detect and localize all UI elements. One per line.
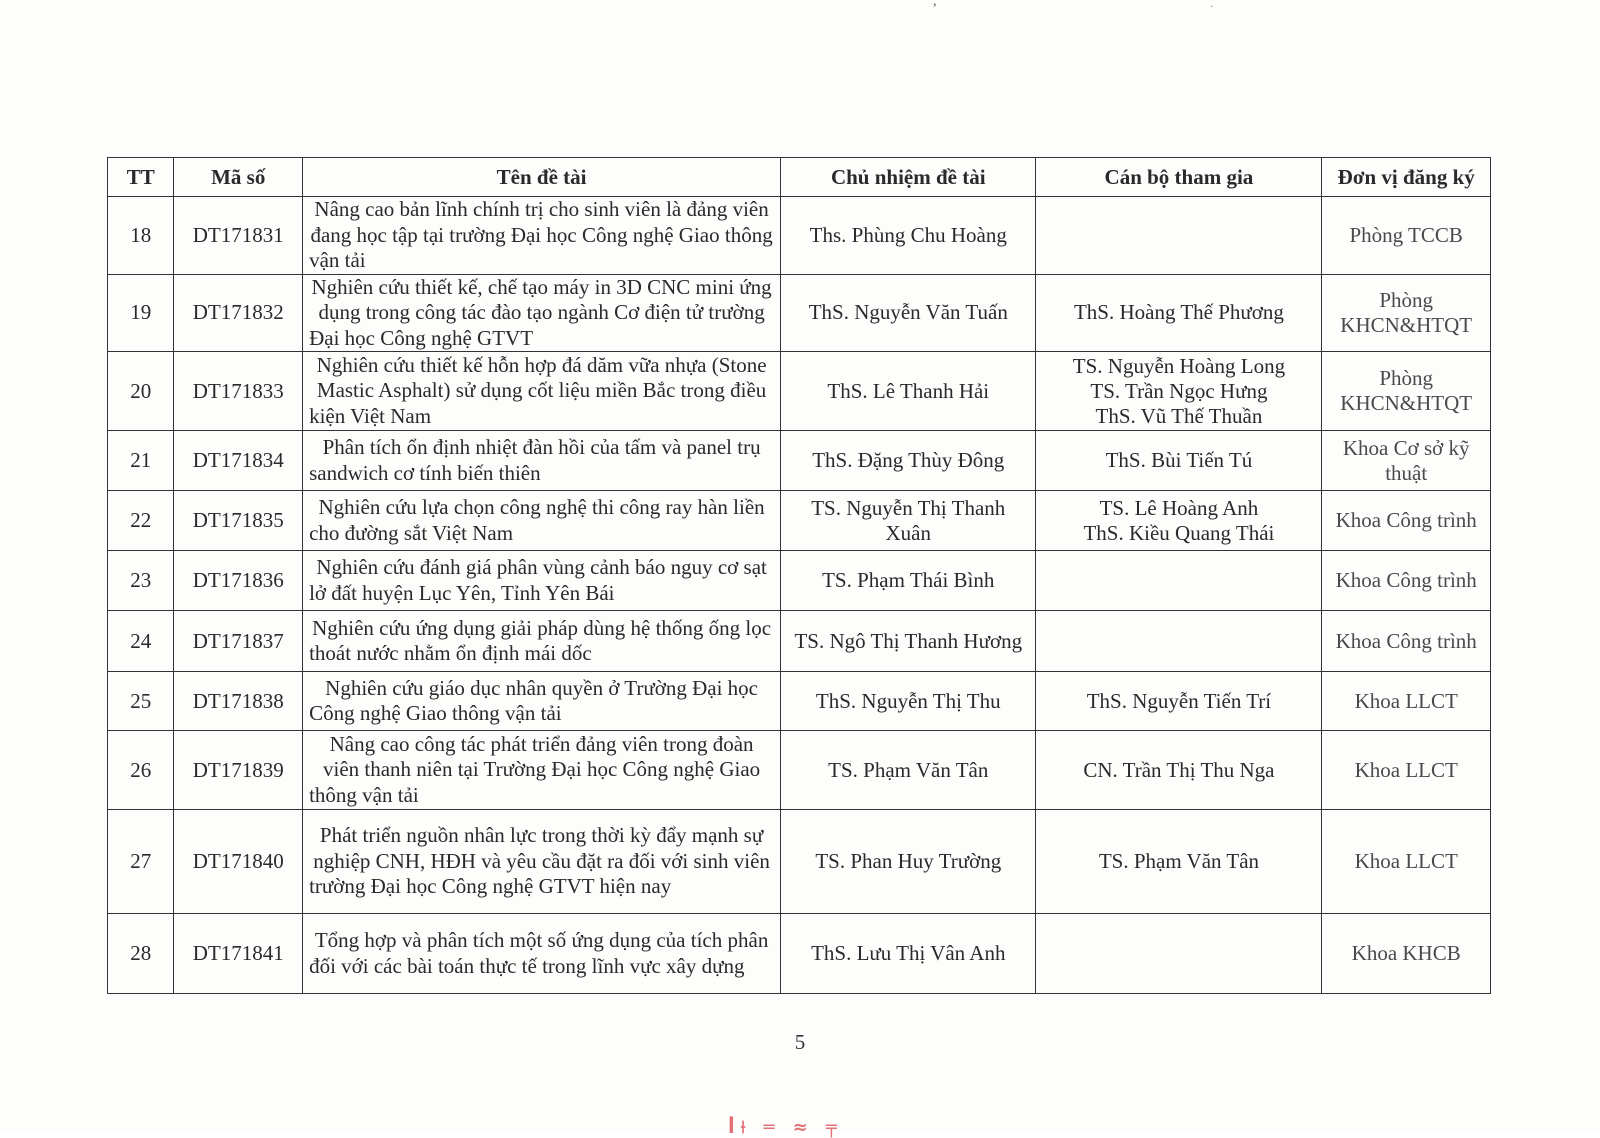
cell-ten-de-tai: Nâng cao bản lĩnh chính trị cho sinh viên là đảng viên đang học tập tại trường Đại học Công nghệ Giao thông vận tải <box>303 197 781 275</box>
page-number: 5 <box>794 1030 806 1054</box>
header-tt: TT <box>108 158 174 197</box>
table-row <box>108 274 1491 352</box>
cell-chu-nhiem: TS. Phạm Thái Bình <box>781 551 1036 611</box>
cell-tt: 21 <box>108 431 174 491</box>
cell-ten-de-tai: Tổng hợp và phân tích một số ứng dụng của tích phân đối với các bài toán thực tế trong lĩnh vực xây dựng <box>303 914 781 994</box>
cell-can-bo: ThS. Bùi Tiến Tú <box>1036 431 1322 491</box>
cell-tt: 18 <box>108 197 174 275</box>
cell-ma-so: DT171835 <box>174 491 303 551</box>
table-row <box>108 914 1491 994</box>
table-header-row <box>108 158 1491 197</box>
cell-tt: 25 <box>108 672 174 731</box>
cell-don-vi: Khoa Công trình <box>1322 491 1491 551</box>
table-row <box>108 551 1491 611</box>
cell-ma-so: DT171839 <box>174 731 303 810</box>
scan-dot: · <box>1210 2 1214 13</box>
cell-ma-so: DT171833 <box>174 352 303 431</box>
cell-ten-de-tai: Nghiên cứu thiết kế, chế tạo máy in 3D CNC mini ứng dụng trong công tác đào tạo ngành Cơ điện tử trường Đại học Công nghệ GTVT <box>303 274 781 352</box>
table-row <box>108 491 1491 551</box>
cell-can-bo: CN. Trần Thị Thu Nga <box>1036 731 1322 810</box>
cell-ten-de-tai: Nghiên cứu giáo dục nhân quyền ở Trường Đại học Công nghệ Giao thông vận tải <box>303 672 781 731</box>
header-ma-so: Mã số <box>174 158 303 197</box>
table-row <box>108 197 1491 275</box>
cell-chu-nhiem: ThS. Nguyễn Văn Tuấn <box>781 274 1036 352</box>
table-row <box>108 611 1491 672</box>
table-row <box>108 352 1491 431</box>
cell-chu-nhiem: Ths. Phùng Chu Hoàng <box>781 197 1036 275</box>
scan-mark: , <box>933 0 937 9</box>
cell-tt: 20 <box>108 352 174 431</box>
header-chu-nhiem: Chủ nhiệm đề tài <box>781 158 1036 197</box>
cell-ma-so: DT171834 <box>174 431 303 491</box>
cell-can-bo: ThS. Nguyễn Tiến Trí <box>1036 672 1322 731</box>
red-stamp-fragment: ꟾ⟊ ═ ≈ ╤ <box>728 1117 843 1138</box>
header-don-vi: Đơn vị đăng ký <box>1322 158 1491 197</box>
cell-don-vi: Phòng TCCB <box>1322 197 1491 275</box>
cell-tt: 24 <box>108 611 174 672</box>
cell-can-bo: ThS. Hoàng Thế Phương <box>1036 274 1322 352</box>
cell-chu-nhiem: ThS. Lưu Thị Vân Anh <box>781 914 1036 994</box>
cell-can-bo: TS. Lê Hoàng Anh ThS. Kiều Quang Thái <box>1036 491 1322 551</box>
cell-don-vi: Khoa LLCT <box>1322 810 1491 914</box>
cell-chu-nhiem: TS. Ngô Thị Thanh Hương <box>781 611 1036 672</box>
header-can-bo: Cán bộ tham gia <box>1036 158 1322 197</box>
cell-tt: 26 <box>108 731 174 810</box>
cell-can-bo <box>1036 551 1322 611</box>
cell-can-bo <box>1036 611 1322 672</box>
table-row <box>108 431 1491 491</box>
cell-ma-so: DT171831 <box>174 197 303 275</box>
cell-can-bo <box>1036 197 1322 275</box>
cell-tt: 28 <box>108 914 174 994</box>
cell-ten-de-tai: Nghiên cứu thiết kế hỗn hợp đá dăm vữa nhựa (Stone Mastic Asphalt) sử dụng cốt liệu miền Bắc trong điều kiện Việt Nam <box>303 352 781 431</box>
cell-don-vi: Khoa Công trình <box>1322 611 1491 672</box>
cell-chu-nhiem: TS. Phạm Văn Tân <box>781 731 1036 810</box>
cell-ten-de-tai: Phân tích ổn định nhiệt đàn hồi của tấm và panel trụ sandwich cơ tính biến thiên <box>303 431 781 491</box>
table-row <box>108 731 1491 810</box>
cell-ma-so: DT171841 <box>174 914 303 994</box>
cell-ma-so: DT171832 <box>174 274 303 352</box>
cell-don-vi: Khoa Công trình <box>1322 551 1491 611</box>
cell-chu-nhiem: ThS. Đặng Thùy Đông <box>781 431 1036 491</box>
cell-don-vi: Phòng KHCN&HTQT <box>1322 352 1491 431</box>
header-ten-de-tai: Tên đề tài <box>303 158 781 197</box>
cell-ma-so: DT171837 <box>174 611 303 672</box>
cell-can-bo: TS. Phạm Văn Tân <box>1036 810 1322 914</box>
cell-ma-so: DT171840 <box>174 810 303 914</box>
cell-ten-de-tai: Nâng cao công tác phát triển đảng viên trong đoàn viên thanh niên tại Trường Đại học Công nghệ Giao thông vận tải <box>303 731 781 810</box>
cell-chu-nhiem: ThS. Lê Thanh Hải <box>781 352 1036 431</box>
cell-don-vi: Khoa Cơ sở kỹ thuật <box>1322 431 1491 491</box>
cell-don-vi: Khoa LLCT <box>1322 672 1491 731</box>
cell-can-bo: TS. Nguyễn Hoàng Long TS. Trần Ngọc Hưng ThS. Vũ Thế Thuần <box>1036 352 1322 431</box>
cell-ma-so: DT171836 <box>174 551 303 611</box>
cell-chu-nhiem: TS. Phan Huy Trường <box>781 810 1036 914</box>
cell-ten-de-tai: Nghiên cứu ứng dụng giải pháp dùng hệ thống ống lọc thoát nước nhằm ổn định mái dốc <box>303 611 781 672</box>
cell-don-vi: Phòng KHCN&HTQT <box>1322 274 1491 352</box>
table-row <box>108 810 1491 914</box>
research-topics-table <box>107 157 1491 994</box>
cell-tt: 22 <box>108 491 174 551</box>
cell-ten-de-tai: Nghiên cứu lựa chọn công nghệ thi công ray hàn liền cho đường sắt Việt Nam <box>303 491 781 551</box>
table-row <box>108 672 1491 731</box>
cell-ma-so: DT171838 <box>174 672 303 731</box>
cell-tt: 23 <box>108 551 174 611</box>
cell-tt: 19 <box>108 274 174 352</box>
cell-can-bo <box>1036 914 1322 994</box>
cell-ten-de-tai: Nghiên cứu đánh giá phân vùng cảnh báo nguy cơ sạt lở đất huyện Lục Yên, Tỉnh Yên Bái <box>303 551 781 611</box>
cell-chu-nhiem: TS. Nguyễn Thị Thanh Xuân <box>781 491 1036 551</box>
cell-don-vi: Khoa LLCT <box>1322 731 1491 810</box>
cell-tt: 27 <box>108 810 174 914</box>
cell-ten-de-tai: Phát triển nguồn nhân lực trong thời kỳ đẩy mạnh sự nghiệp CNH, HĐH và yêu cầu đặt ra đối với sinh viên trường Đại học Công nghệ GTVT hiện nay <box>303 810 781 914</box>
cell-chu-nhiem: ThS. Nguyễn Thị Thu <box>781 672 1036 731</box>
cell-don-vi: Khoa KHCB <box>1322 914 1491 994</box>
